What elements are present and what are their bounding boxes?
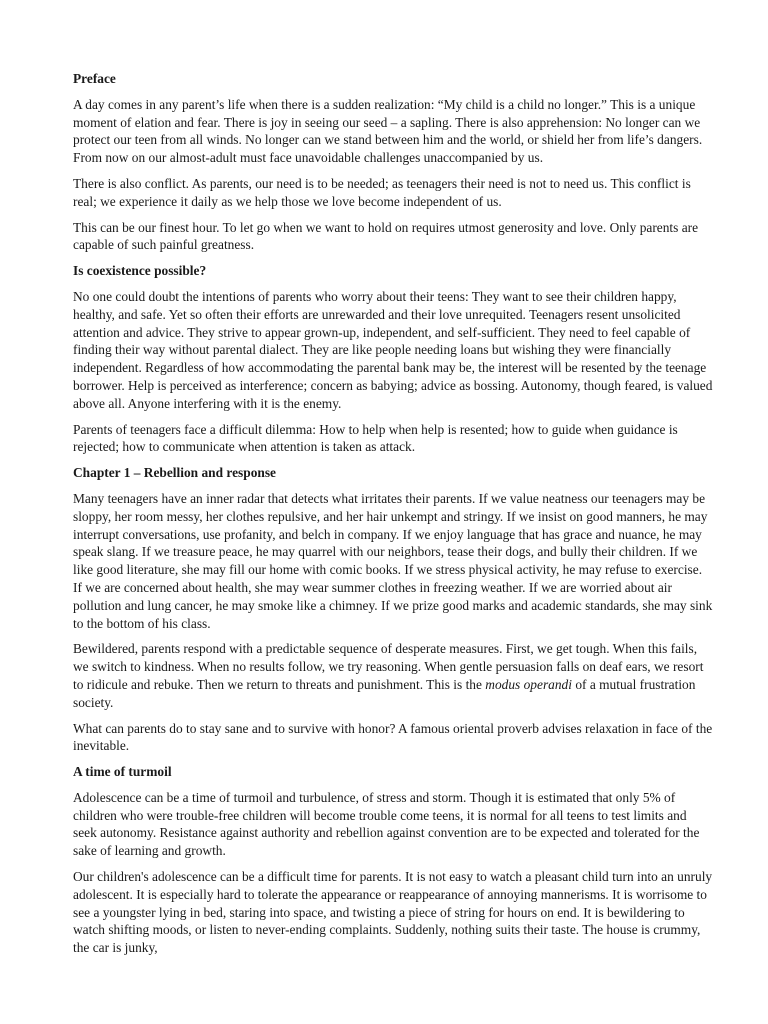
italic-term: modus operandi [485,676,572,692]
heading-turmoil: A time of turmoil [73,764,172,780]
text-run: Bewildered, parents respond with a predictable sequence of desperate measures. First, we get tough. When this fails, we switch to kindness. When no results follow, we try reasoning. When gentle persuasion falls on deaf ears, we resort to ridicule and rebuke. Then we return to threats and punishment. This is the [73,641,704,692]
paragraph: What can parents do to stay sane and to survive with honor? A famous oriental proverb advises relaxation in face of the inevitable. [73,720,713,754]
paragraph: There is also conflict. As parents, our need is to be needed; as teenagers their need is not to need us. This conflict is real; we experience it daily as we help those we love become independent of us. [73,175,691,209]
paragraph-bewildered [73,640,713,711]
paragraph: This can be our finest hour. To let go when we want to hold on requires utmost generosity and love. Only parents are capable of such painful greatness. [73,219,699,253]
heading-preface: Preface [73,71,116,86]
paragraph: Adolescence can be a time of turmoil and turbulence, of stress and storm. Though it is estimated that only 5% of children who were trouble-free children will become trouble come teens, it is normal for all teens to test limits and seek autonomy. Resistance against authority and rebellion against convention are to be expected and tolerated for the sake of learning and growth. [73,789,700,859]
paragraph: Many teenagers have an inner radar that detects what irritates their parents. If we value neatness our teenagers may be sloppy, her room messy, her clothes repulsive, and her hair unkempt and stringy. If we insist on good manners, he may interrupt conversations, use profanity, and belch in company. If we enjoy language that has grace and nuance, he may speak slang. If we treasure peace, he may quarrel with our neighbors, tease their dogs, and bully their children. If we like good literature, she may fill our home with comic books. If we stress physical activity, he may refuse to exercise. If we are concerned about health, she may wear summer clothes in freezing weather. If we are worried about air pollution and lung cancer, he may smoke like a chimney. If we prize good marks and academic standards, she may sink to the bottom of his class. [73,490,713,631]
text-run: of a mutual frustration society. [73,676,696,710]
heading-chapter-1: Chapter 1 – Rebellion and response [73,465,276,481]
paragraph: No one could doubt the intentions of parents who worry about their teens: They want to see their children happy, healthy, and safe. Yet so often their efforts are unrewarded and their love unrequited. Teenagers resent unsolicited attention and advice. They strive to appear grown-up, independent, and self-sufficient. They need to feel capable of finding their way without parental dialect. They are like people needing loans but wishing they were financially independent. Regardless of how accommodating the parental bank may be, the interest will be resented by the teenage borrower. Help is perceived as interference; concern as babying; advice as bossing. Autonomy, though feared, is valued above all. Anyone interfering with it is the enemy. [73,288,713,411]
paragraph: Parents of teenagers face a difficult dilemma: How to help when help is resented; how to guide when guidance is rejected; how to communicate when attention is taken as attack. [73,421,678,455]
heading-coexistence: Is coexistence possible? [73,263,207,279]
paragraph: Our children's adolescence can be a difficult time for parents. It is not easy to watch a pleasant child turn into an unruly adolescent. It is especially hard to tolerate the appearance or reappearance of annoying mannerisms. It is worrisome to see a youngster lying in bed, staring into space, and twisting a piece of string for hours on end. It is bewildering to watch shifting moods, or listen to never-ending complaints. Suddenly, nothing suits their taste. The house is crummy, the car is junky, [73,869,713,956]
document-page [73,70,713,965]
paragraph: A day comes in any parent’s life when there is a sudden realization: “My child is a child no longer.” This is a unique moment of elation and fear. There is joy in seeing our seed – a sapling. There is also apprehension: No longer can we protect our teen from all winds. No longer can we stand between him and the world, or shield her from life’s dangers. From now on our almost-adult must face unavoidable challenges unaccompanied by us. [73,96,703,166]
